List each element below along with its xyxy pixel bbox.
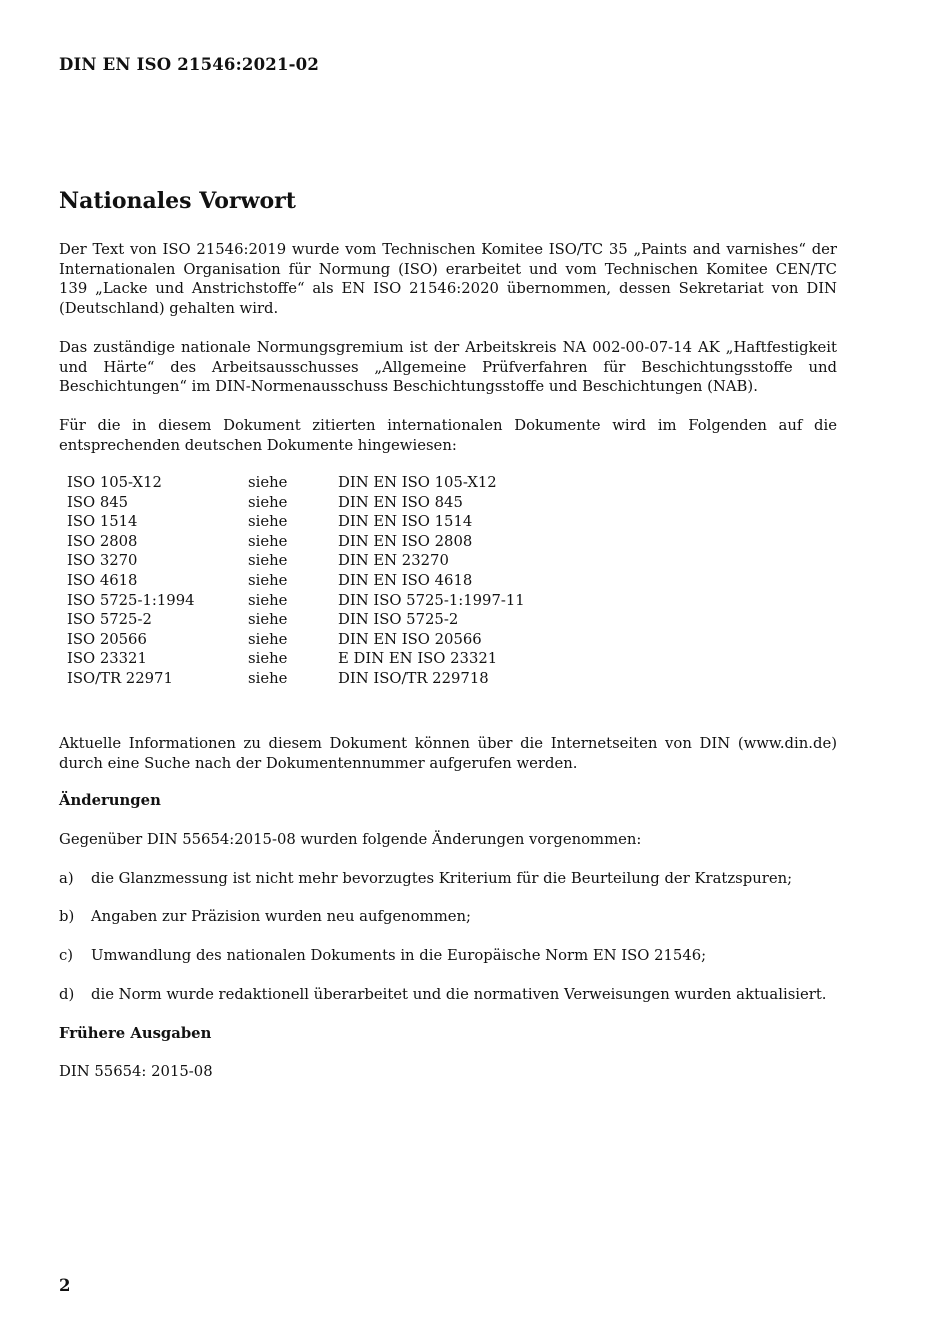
paragraph-online-info: Aktuelle Informationen zu diesem Dokument können über die Internetseiten von DIN (www.din.de) durch eine Suche nach der Dokumentennummer aufgerufen werden. [59,735,837,772]
intl-reference: ISO 3270 [67,552,138,570]
siehe-label: siehe [248,571,288,589]
changes-heading: Änderungen [59,792,161,809]
table-row [67,649,525,669]
intl-reference: ISO 5725-2 [67,611,152,629]
table-row [67,591,525,611]
document-id-header: DIN EN ISO 21546:2021-02 [59,55,320,74]
previous-edition-value: DIN 55654: 2015-08 [59,1063,213,1080]
list-marker: c) [59,947,74,964]
list-item-text: Umwandlung des nationalen Dokuments in die Europäische Norm EN ISO 21546; [91,947,707,964]
intl-reference: ISO 23321 [67,650,147,668]
siehe-label: siehe [248,591,288,609]
table-row [67,493,525,513]
siehe-label: siehe [248,611,288,629]
intl-reference: ISO 20566 [67,630,147,648]
national-reference: DIN ISO 5725-2 [338,611,459,629]
table-row [67,532,525,552]
intl-reference: ISO 4618 [67,571,138,589]
table-row [67,571,525,591]
list-item [59,986,827,1003]
national-reference: DIN EN ISO 105-X12 [338,474,497,491]
previous-editions-heading: Frühere Ausgaben [59,1025,212,1042]
national-reference: DIN EN ISO 2808 [338,532,473,550]
reference-table [67,473,525,689]
national-reference: DIN EN ISO 20566 [338,630,482,648]
list-marker: a) [59,870,74,887]
list-item-text: die Glanzmessung ist nicht mehr bevorzugtes Kriterium für die Beurteilung der Kratzspuren; [91,870,793,887]
table-row [67,512,525,532]
table-row [67,669,525,689]
table-row [67,473,525,493]
intl-reference: ISO/TR 22971 [67,669,173,687]
siehe-label: siehe [248,650,288,668]
list-marker: d) [59,986,75,1003]
document-page [59,0,837,1343]
list-item-text: die Norm wurde redaktionell überarbeitet und die normativen Verweisungen wurden aktualisiert. [91,986,827,1003]
siehe-label: siehe [248,552,288,570]
intl-reference: ISO 105-X12 [67,474,162,491]
list-item [59,947,706,964]
siehe-label: siehe [248,513,288,531]
table-row [67,551,525,571]
paragraph-references-intro: Für die in diesem Dokument zitierten internationalen Dokumente wird im Folgenden auf die entsprechenden deutschen Dokumente hingewiesen: [59,417,837,454]
siehe-label: siehe [248,532,288,550]
list-item-text: Angaben zur Präzision wurden neu aufgenommen; [91,908,472,925]
page-title: Nationales Vorwort [59,188,296,214]
list-marker: b) [59,908,75,925]
list-item [59,908,471,925]
national-reference: DIN EN 23270 [338,552,449,570]
paragraph-committee: Das zuständige nationale Normungsgremium ist der Arbeitskreis NA 002-00-07-14 AK „Haftfestigkeit und Härte“ des Arbeitsausschusses „Allgemeine Prüfverfahren für Beschichtungsstoffe und Beschichtungen“ im DIN-Normenausschuss Beschichtungsstoffe und Beschichtungen (NAB). [59,339,837,395]
national-reference: DIN EN ISO 1514 [338,513,473,531]
siehe-label: siehe [248,630,288,648]
national-reference: DIN EN ISO 4618 [338,571,473,589]
paragraph-origin: Der Text von ISO 21546:2019 wurde vom Technischen Komitee ISO/TC 35 „Paints and varnishes“ der Internationalen Organisation für Normung (ISO) erarbeitet und vom Technischen Komitee CEN/TC 139 „Lacke und Anstrichstoffe“ als EN ISO 21546:2020 übernommen, dessen Sekretariat von DIN (Deutschland) gehalten wird. [59,241,837,317]
national-reference: DIN ISO 5725-1:1997-11 [338,591,525,609]
siehe-label: siehe [248,474,288,491]
siehe-label: siehe [248,669,288,687]
national-reference: E DIN EN ISO 23321 [338,650,498,668]
page-number: 2 [59,1276,71,1295]
changes-intro: Gegenüber DIN 55654:2015-08 wurden folgende Änderungen vorgenommen: [59,831,642,848]
intl-reference: ISO 1514 [67,513,138,531]
table-row [67,610,525,630]
list-item [59,870,792,887]
intl-reference: ISO 5725-1:1994 [67,591,195,609]
national-reference: DIN ISO/TR 229718 [338,669,489,687]
national-reference: DIN EN ISO 845 [338,493,463,511]
intl-reference: ISO 845 [67,493,129,511]
siehe-label: siehe [248,493,288,511]
intl-reference: ISO 2808 [67,532,138,550]
table-row [67,630,525,650]
